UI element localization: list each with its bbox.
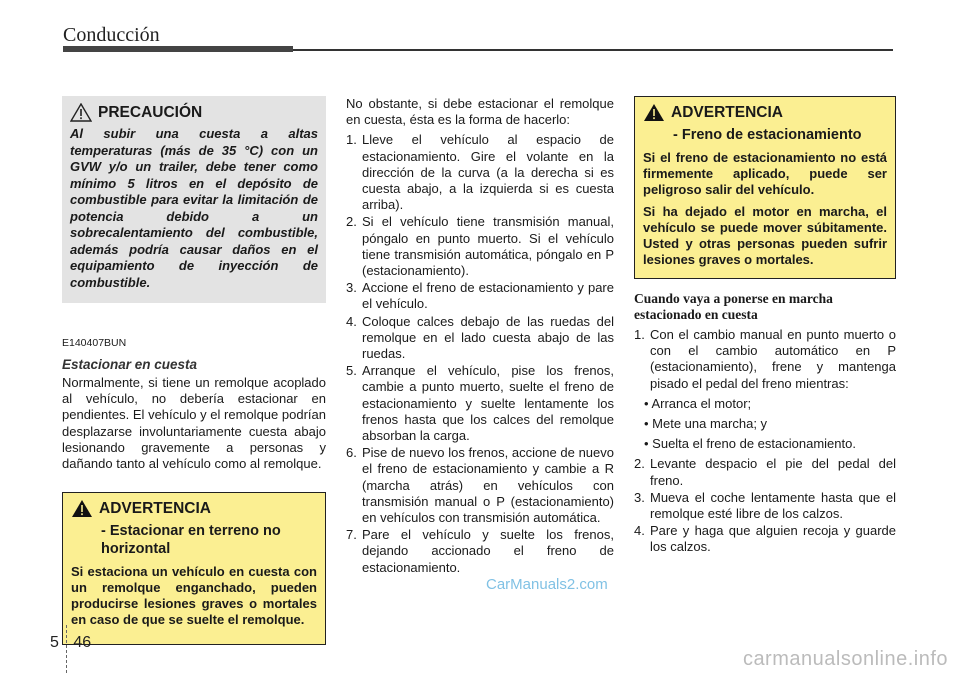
footer-site-text: carmanualsonline.info <box>742 648 948 670</box>
list-item: 1. Con el cambio manual en punto muerto o con el cambio automático en P (estacionamiento), frene y mantenga pisado el pedal del freno mientras: <box>634 327 896 391</box>
section-title: Estacionar en cuesta <box>62 357 198 372</box>
warning-heading <box>71 499 317 518</box>
header-rule-thick <box>63 46 293 52</box>
warning-text: Si estaciona un vehículo en cuesta con un remolque enganchado, pueden producirse lesiones graves o mortales en caso de que se suelte el remolque. <box>71 564 317 628</box>
list-item: 3. Mueva el coche lentamente hasta que el remolque esté libre de los calzos. <box>634 489 896 522</box>
warning-title: ADVERTENCIA <box>99 499 211 517</box>
start-steps-list-continued <box>634 456 896 555</box>
start-steps-list <box>634 327 896 392</box>
warning-heading <box>643 103 887 122</box>
warning-triangle-icon <box>643 103 665 122</box>
list-item: 7. Pare el vehículo y suelte los frenos, dejando accionado el freno de estacionamiento. <box>346 527 614 575</box>
column-right <box>634 96 896 557</box>
list-item: 4. Coloque calces debajo de las ruedas del remolque en el lado cuesta abajo de las ruedas. <box>346 313 614 362</box>
list-item: • Arranca el motor; <box>644 395 752 411</box>
watermark-text: CarManuals2.com <box>486 576 608 593</box>
caution-heading <box>70 103 318 122</box>
page-header-title: Conducción <box>63 24 160 46</box>
list-item: 5. Arranque el vehículo, pise los frenos, cambie a punto muerto, suelte el freno de estacionamiento y suelte lentamente los frenos hasta que los calces del remolque absorban la carga. <box>346 363 614 444</box>
header-rule-thin <box>293 49 893 51</box>
list-item: 1. Lleve el vehículo al espacio de estacionamiento. Gire el volante en la dirección de la curva (a la derecha si es cuesta abajo, a la izquierda si es cuesta arriba). <box>346 132 614 213</box>
page-number <box>50 634 91 652</box>
warning-text: Si ha dejado el motor en marcha, el vehículo se puede mover súbitamente. Usted y otras personas pueden sufrir lesiones graves o mortales. <box>643 204 887 267</box>
section-heading-start-on-slope: Cuando vaya a ponerse en marcha estacionado en cuesta <box>634 291 833 322</box>
list-item: 6. Pise de nuevo los frenos, accione de nuevo el freno de estacionamiento y cambie a R (marcha atrás) en vehículos con transmisión manual o P (estacionamiento) en vehículos con transmisión automática. <box>346 445 614 526</box>
caution-title: PRECAUCIÓN <box>98 103 203 121</box>
page-number-divider <box>66 625 67 673</box>
list-item: 2. Si el vehículo tiene transmisión manual, póngalo en punto muerto. Si el vehículo tiene transmisión automática, póngalo en P (estacionamiento). <box>346 214 614 279</box>
warning-text: Si el freno de estacionamiento no está firmemente aplicado, puede ser peligroso salir del vehículo. <box>643 150 887 197</box>
parking-steps-list <box>346 132 614 575</box>
warning-triangle-icon <box>71 499 93 518</box>
list-item: 4. Pare y haga que alguien recoja y guarde los calzos. <box>634 523 896 555</box>
steps-intro: No obstante, si debe estacionar el remolque en cuesta, ésta es la forma de hacerlo: <box>346 96 614 128</box>
list-item: 2. Levante despacio el pie del pedal del freno. <box>634 456 896 488</box>
chapter-number: 5 <box>50 634 59 651</box>
warning-box-slope <box>62 492 326 645</box>
list-item: 3. Accione el freno de estacionamiento y pare el vehículo. <box>346 280 614 312</box>
section-code: E140407BUN <box>62 337 127 349</box>
list-item: • Suelta el freno de estacionamiento. <box>644 436 856 452</box>
list-item: • Mete una marcha; y <box>644 416 768 432</box>
section-body: Normalmente, si tiene un remolque acoplado al vehículo, no debería estacionar en pendientes. El vehículo y el remolque podrían desplazarse involuntariamente cuesta abajo lesionando gravemente a personas y dañando tanto al vehículo como al remolque. <box>62 375 326 472</box>
warning-title: ADVERTENCIA <box>671 103 783 121</box>
warning-box-parking-brake <box>634 96 896 279</box>
caution-text: Al subir una cuesta a altas temperaturas (más de 35 °C) con un GVW y/o un trailer, debe tener como mínimo 5 litros en el depósito de combustible para evitar la limitación de potencia debido a un sobrecalentamiento del combustible, además podría causar daños en el equipamiento de inyección de combustible. <box>70 126 318 290</box>
column-middle <box>346 96 614 577</box>
warning-triangle-icon <box>70 103 92 122</box>
page-number-value: 46 <box>73 634 92 651</box>
warning-subtitle: - Freno de estacionamiento <box>673 127 862 143</box>
bullet-list <box>644 396 896 453</box>
caution-box <box>62 96 326 303</box>
warning-subtitle: - Estacionar en terreno no horizontal <box>101 523 281 558</box>
column-left <box>62 96 326 645</box>
